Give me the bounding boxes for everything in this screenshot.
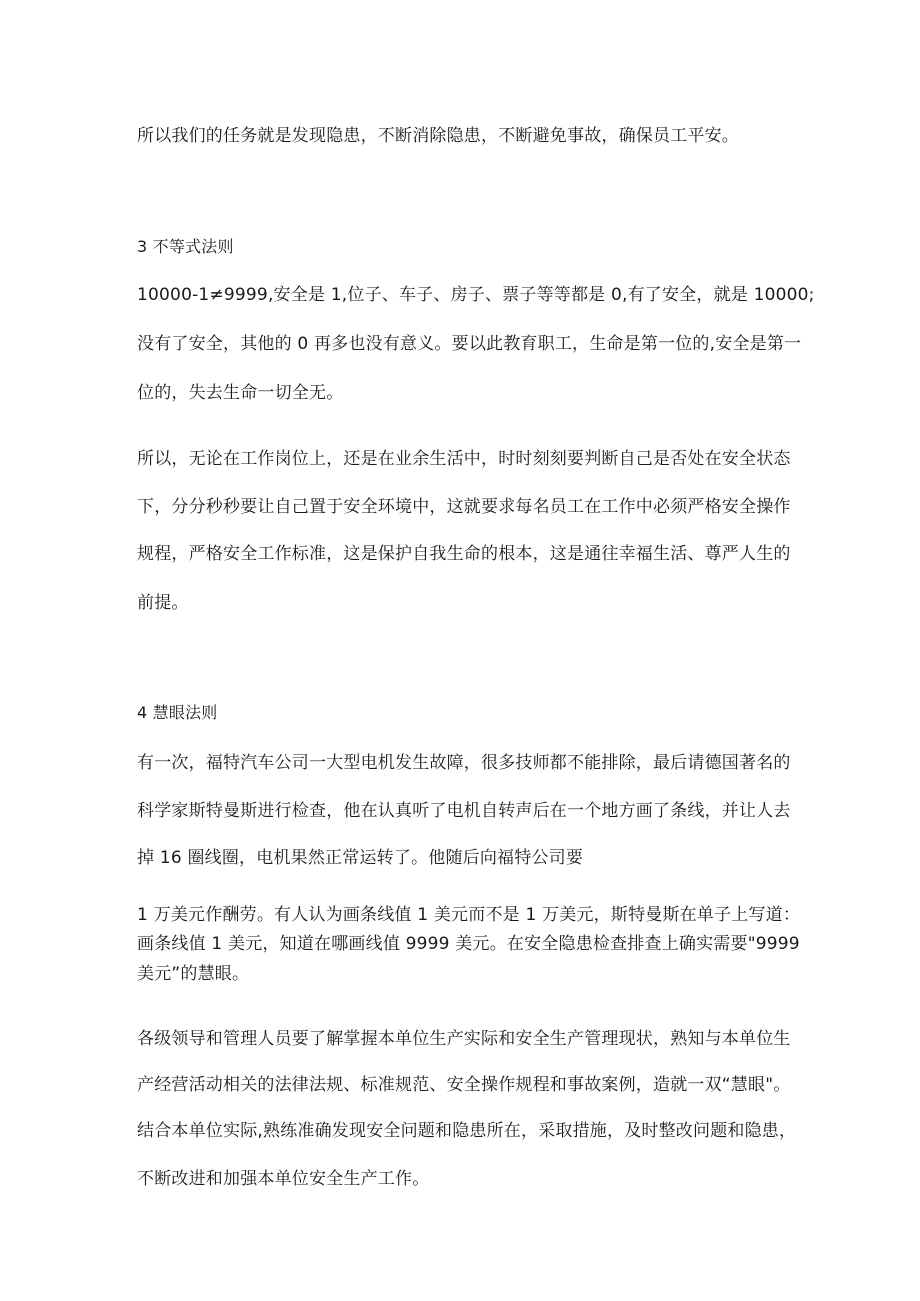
section-4-paragraph-2-line-3: 美元”的慧眼。: [137, 964, 250, 984]
section-4-paragraph-1-line-1: 有一次，福特汽车公司一大型电机发生故障，很多技师都不能排除，最后请德国著名的: [137, 753, 791, 773]
intro-text: 所以我们的任务就是发现隐患，不断消除隐患，不断避免事故，确保员工平安。: [137, 126, 739, 146]
section-4-paragraph-3-line-4: 不断改进和加强本单位安全生产工作。: [137, 1169, 430, 1189]
section-4-paragraph-2-line-1: 1 万美元作酬劳。有人认为画条线值 1 美元而不是 1 万美元，斯特曼斯在单子上写道：: [137, 905, 801, 925]
section-3-heading: 3 不等式法则: [137, 237, 234, 256]
section-3-paragraph-2-line-2: 下，分分秒秒要让自己置于安全环境中，这就要求每名员工在工作中必须严格安全操作: [137, 497, 791, 517]
section-4-paragraph-3-line-1: 各级领导和管理人员要了解掌握本单位生产实际和安全生产管理现状，熟知与本单位生: [137, 1029, 791, 1049]
section-4-paragraph-1-line-2: 科学家斯特曼斯进行检查，他在认真听了电机自转声后在一个地方画了条线，并让人去: [137, 801, 791, 821]
section-4-paragraph-3-line-2: 产经营活动相关的法律法规、标准规范、安全操作规程和事故案例，造就一双“慧眼"。: [137, 1075, 791, 1095]
section-3-paragraph-1-line-1: 10000-1≠9999,安全是 1,位子、车子、房子、票子等等都是 0,有了安全，就是 10000;: [137, 285, 815, 305]
section-4-paragraph-1-line-3: 掉 16 圈线圈，电机果然正常运转了。他随后向福特公司要: [137, 848, 584, 868]
section-3-paragraph-2-line-4: 前提。: [137, 593, 189, 613]
section-3-paragraph-1-line-3: 位的，失去生命一切全无。: [137, 383, 344, 403]
section-3-paragraph-1-line-2: 没有了安全，其他的 0 再多也没有意义。要以此教育职工，生命是第一位的,安全是第一: [137, 334, 802, 354]
section-4-paragraph-3-line-3: 结合本单位实际,熟练准确发现安全问题和隐患所在，采取措施，及时整改问题和隐患，: [137, 1121, 797, 1141]
section-4-heading: 4 慧眼法则: [137, 703, 218, 722]
section-4-paragraph-2-line-2: 画条线值 1 美元，知道在哪画线值 9999 美元。在安全隐患检查排查上确实需要"9999: [137, 934, 800, 954]
section-3-paragraph-2-line-1: 所以，无论在工作岗位上，还是在业余生活中，时时刻刻要判断自己是否处在安全状态: [137, 449, 791, 469]
section-3-paragraph-2-line-3: 规程，严格安全工作标准，这是保护自我生命的根本，这是通往幸福生活、尊严人生的: [137, 544, 791, 564]
